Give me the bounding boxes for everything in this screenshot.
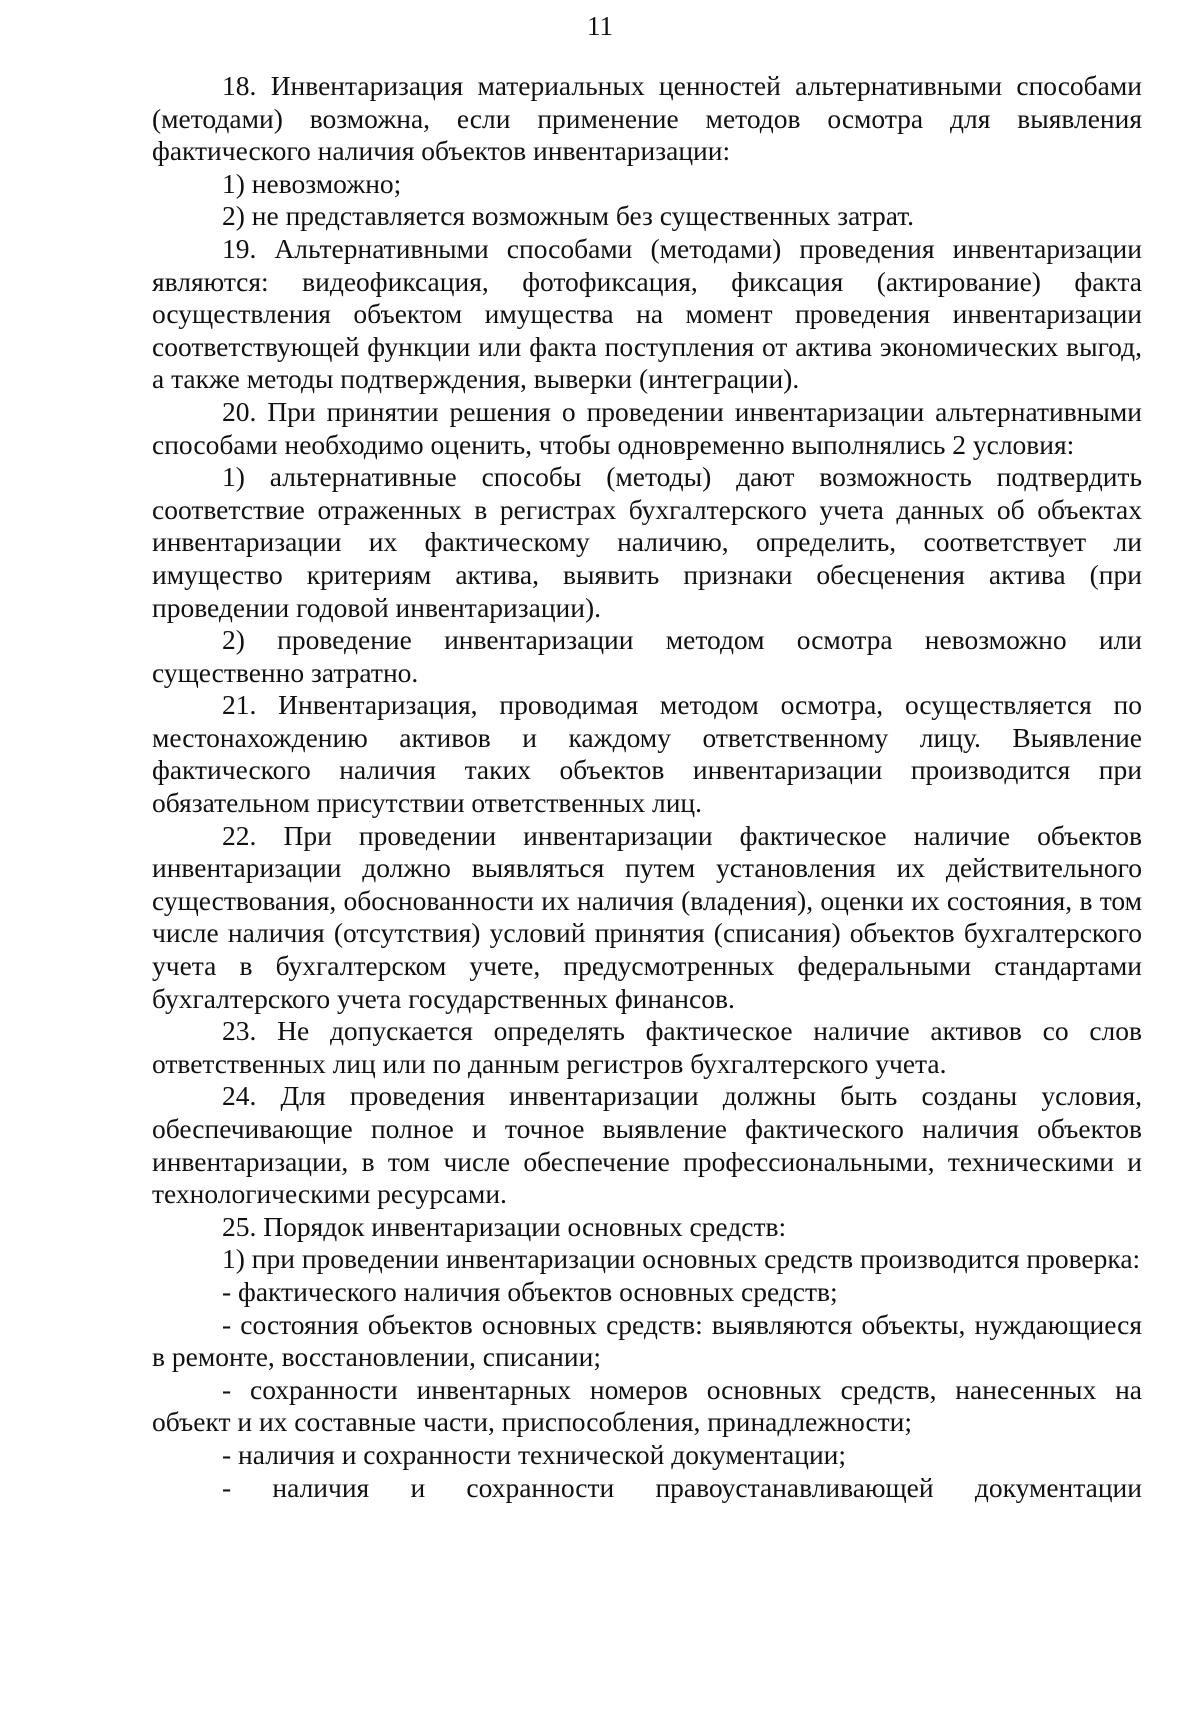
paragraph-20: 20. При принятии решения о проведении инвентаризации альтернативными способами необходимо оценить, чтобы одновременно выполнялись 2 условия: bbox=[152, 395, 1142, 460]
paragraph-20-item-2: 2) проведение инвентаризации методом осмотра невозможно или существенно затратно. bbox=[152, 624, 1142, 688]
paragraph-18-item-2: 2) не представляется возможным без существенных затрат. bbox=[222, 200, 915, 232]
paragraph-21: 21. Инвентаризация, проводимая методом осмотра, осуществляется по местонахождению активов и каждому ответственному лицу. Выявление фактического наличия таких объектов инвентаризации производится при обязательном присутствии ответственных лиц. bbox=[152, 689, 1142, 819]
document-body bbox=[152, 70, 1142, 1504]
paragraph-25-dash-3: - сохранности инвентарных номеров основных средств, нанесенных на объект и их составные части, приспособления, принадлежности; bbox=[152, 1373, 1142, 1438]
paragraph-25-dash-5: - наличия и сохранности правоустанавливающей документации bbox=[222, 1471, 1142, 1503]
paragraph-22: 22. При проведении инвентаризации фактическое наличие объектов инвентаризации должно выявляться путем установления их действительного существования, обоснованности их наличия (владения), оценки их состояния, в том числе наличия (отсутствия) условий принятия (списания) объектов бухгалтерского учета в бухгалтерском учете, предусмотренных федеральными стандартами бухгалтерского учета государственных финансов. bbox=[152, 819, 1142, 1014]
paragraph-25: 25. Порядок инвентаризации основных средств: bbox=[222, 1210, 787, 1242]
paragraph-25-dash-4: - наличия и сохранности технической документации; bbox=[222, 1438, 847, 1470]
paragraph-20-item-1: 1) альтернативные способы (методы) дают возможность подтвердить соответствие отраженных в регистрах бухгалтерского учета данных об объектах инвентаризации их фактическому наличию, определить, соответствует ли имущество критериям актива, выявить признаки обесценения актива (при проведении годовой инвентаризации). bbox=[152, 461, 1142, 623]
paragraph-25-dash-1: - фактического наличия объектов основных средств; bbox=[222, 1275, 838, 1307]
paragraph-25-dash-2: - состояния объектов основных средств: выявляются объекты, нуждающиеся в ремонте, восстановлении, списании; bbox=[152, 1308, 1142, 1373]
page-number: 11 bbox=[587, 11, 613, 41]
paragraph-24: 24. Для проведения инвентаризации должны быть созданы условия, обеспечивающие полное и точное выявление фактического наличия объектов инвентаризации, в том числе обеспечение профессиональными, техническими и технологическими ресурсами. bbox=[152, 1080, 1142, 1210]
paragraph-25-item-1: 1) при проведении инвентаризации основных средств производится проверка: bbox=[222, 1243, 1141, 1275]
paragraph-19: 19. Альтернативными способами (методами) проведения инвентаризации являются: видеофиксация, фотофиксация, фиксация (актирование) факта осуществления объектом имущества на момент проведения инвентаризации соответствующей функции или факта поступления от актива экономических выгод, а также методы подтверждения, выверки (интеграции). bbox=[152, 232, 1142, 395]
paragraph-18-item-1: 1) невозможно; bbox=[222, 167, 402, 199]
paragraph-23: 23. Не допускается определять фактическое наличие активов со слов ответственных лиц или по данным регистров бухгалтерского учета. bbox=[152, 1015, 1142, 1079]
paragraph-18: 18. Инвентаризация материальных ценностей альтернативными способами (методами) возможна, если применение методов осмотра для выявления фактического наличия объектов инвентаризации: bbox=[152, 70, 1142, 167]
